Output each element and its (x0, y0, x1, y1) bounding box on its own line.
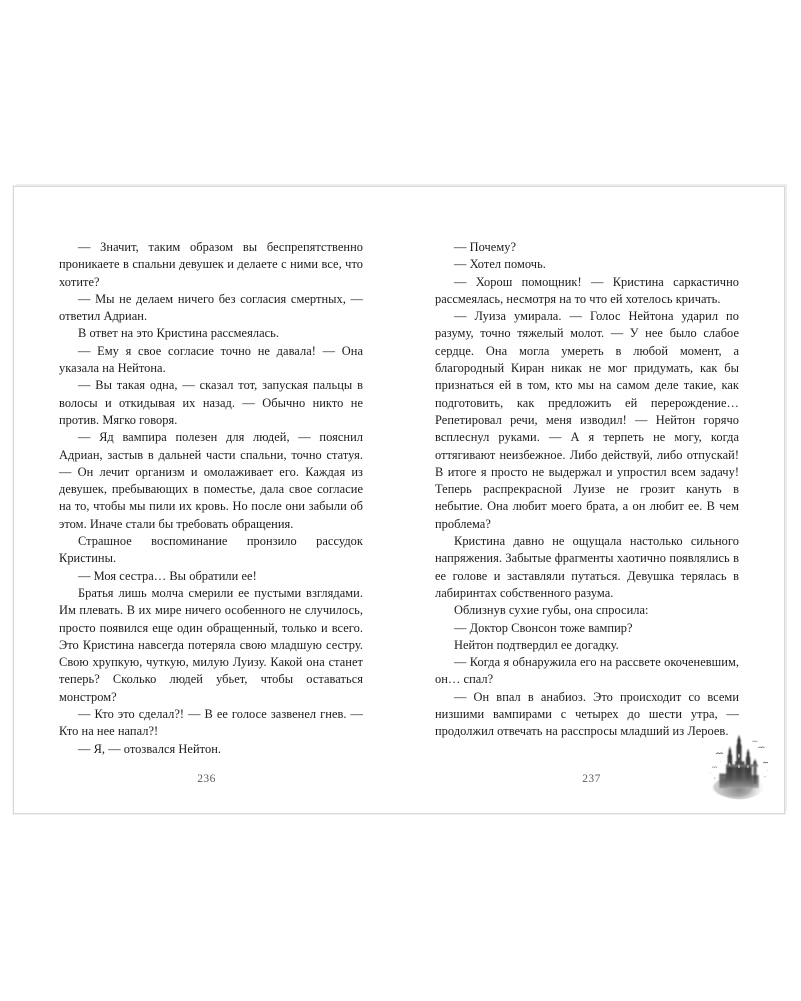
paragraph: — Значит, таким образом вы беспрепятственно проникаете в спальни девушек и делаете с ними все, что хотите? (59, 240, 363, 289)
paragraph: В ответ на это Кристина рассмеялась. (78, 326, 280, 341)
paragraph: Нейтон подтвердил ее догадку. (454, 637, 619, 652)
book-spread-sheet (13, 186, 785, 814)
paragraph: — Яд вампира полезен для людей, — пояснил Адриан, застыв в дальней части спальни, точно статуя. — Он лечит организм и омолаживает его. Каждая из девушек, пребывающих в поместье, дала свое согласие на то, чтобы мы пили их кровь. Но после они забыли об этом. Иначе стали бы требовать обращения. (59, 430, 363, 531)
paragraph: — Когда я обнаружила его на рассвете окоченевшим, он… спал? (435, 655, 739, 687)
paragraph: — Почему? (454, 240, 517, 254)
paragraph: Страшное воспоминание пронзило рассудок Кристины. (59, 534, 363, 566)
paragraph: — Ему я свое согласие точно не давала! — Она указала на Нейтона. (59, 343, 363, 376)
right-page (399, 187, 784, 813)
page-number-left: 236 (197, 773, 216, 785)
paragraph: — Луиза умирала. — Голос Нейтона ударил по разуму, точно тяжелый молот. — У нее было слабое сердце. Она могла умереть в любой момент, а благородный Киран никак не мог придумать, как бы признаться ей в том, кто мы на самом деле такие, как подготовить, как предложить ей перерождение… Репетировал речи, меня изводил! — Нейтон горячо всплеснул руками. — А я терпеть не могу, когда оттягивают неизбежное. Либо действуй, либо отпускай! В итоге я просто не выдержал и упростил всем задачу! Теперь распрекрасной Луизе не грозит кануть в небытие. Она любит моего брата, а он любит ее. В чем проблема? (435, 309, 739, 531)
paragraph: — Вы такая одна, — сказал тот, запуская пальцы в волосы и откидывая их назад. — Обычно никто не против. Мягко говоря. (59, 378, 363, 427)
castle-icon (700, 731, 778, 807)
paragraph: Кристина давно не ощущала настолько сильного напряжения. Забытые фрагменты хаотично появлялись в ее голове и заставляли путаться. Девушка терялась в лабиринтах собственного разума. (435, 534, 739, 600)
paragraph: — Кто это сделал?! — В ее голосе зазвенел гнев. — Кто на нее напал?! (59, 707, 363, 739)
paragraph: — Я, — отозвался Нейтон. (78, 741, 222, 756)
left-page (14, 187, 399, 813)
paragraph: Братья лишь молча смерили ее пустыми взглядами. Им плевать. В их мире ничего особенного не случилось, просто появился еще один обращенный, только и всего. Это Кристина навсегда потеряла свою младшую сестру. Свою хрупкую, чуткую, милую Луизу. Какой она станет теперь? Сколько людей убьет, чтобы оставаться монстром? (59, 585, 363, 704)
left-page-text (59, 239, 363, 758)
paragraph: Облизнув сухие губы, она спросила: (454, 603, 649, 618)
paragraph: — Хорош помощник! — Кристина саркастично рассмеялась, несмотря на то что ей хотелось кричать. (435, 274, 739, 306)
page-number-right: 237 (582, 773, 601, 785)
page-spread (14, 187, 784, 813)
right-page-text (435, 239, 739, 741)
sheet-edge-top (16, 184, 787, 186)
paragraph: — Моя сестра… Вы обратили ее! (78, 568, 257, 583)
paragraph: — Доктор Свонсон тоже вампир? (454, 620, 633, 635)
sheet-edge-right (785, 184, 787, 811)
paragraph: — Мы не делаем ничего без согласия смертных, — ответил Адриан. (59, 291, 363, 324)
paragraph: — Хотел помочь. (454, 257, 546, 272)
paragraph: — Он впал в анабиоз. Это происходит со всеми низшими вампирами с четырех до шести утра, — продолжил отвечать на расспросы младший из Лероев. (435, 689, 739, 739)
